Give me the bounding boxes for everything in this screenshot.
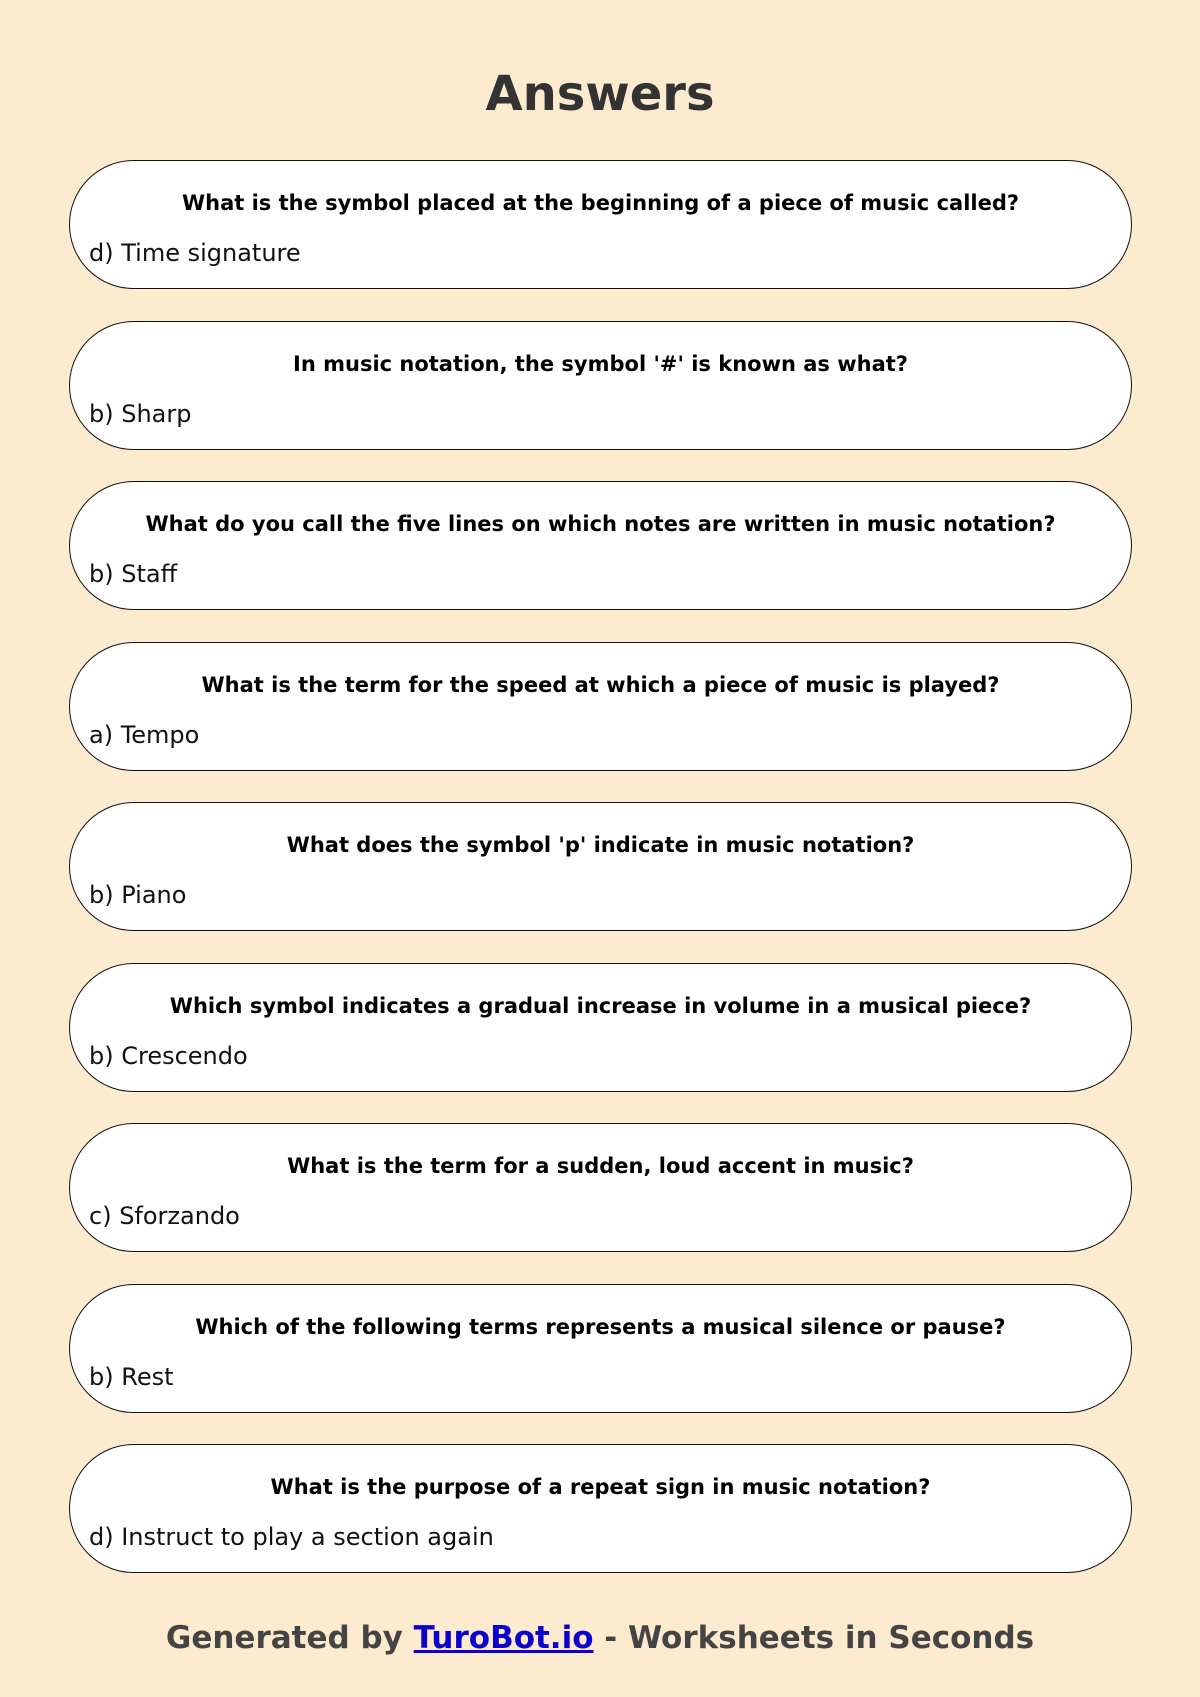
footer — [0, 1620, 1200, 1657]
question-text: What is the term for the speed at which a piece of music is played? — [201, 672, 1000, 697]
answer-text: b) Crescendo — [89, 1041, 248, 1070]
answer-text: a) Tempo — [89, 720, 200, 749]
answer-card — [69, 802, 1132, 931]
question-text: What is the purpose of a repeat sign in music notation? — [270, 1475, 931, 1499]
answer-text: c) Sforzando — [89, 1202, 240, 1230]
question-text: Which of the following terms represents a musical silence or pause? — [195, 1314, 1006, 1339]
answer-card — [69, 1284, 1132, 1413]
answer-card — [69, 1123, 1132, 1252]
question-text: What do you call the five lines on which notes are written in music notation? — [145, 512, 1056, 536]
answer-card — [69, 963, 1132, 1092]
answer-text: b) Sharp — [89, 399, 192, 428]
answer-list — [69, 160, 1132, 1605]
footer-suffix: - Worksheets in Seconds — [593, 1620, 1035, 1656]
turobot-link[interactable]: TuroBot.io — [413, 1620, 594, 1656]
question-text: What is the term for a sudden, loud accent in music? — [287, 1154, 914, 1178]
page-title: Answers — [485, 66, 715, 122]
answer-card — [69, 481, 1132, 610]
answer-card — [69, 321, 1132, 450]
answer-text: d) Instruct to play a section again — [89, 1523, 494, 1551]
question-text: What does the symbol 'p' indicate in music notation? — [286, 833, 915, 857]
answer-text: b) Rest — [89, 1362, 174, 1391]
answer-text: d) Time signature — [89, 239, 301, 267]
footer-prefix: Generated by — [165, 1620, 414, 1656]
answer-text: b) Staff — [89, 560, 178, 588]
question-text: In music notation, the symbol '#' is known as what? — [293, 351, 908, 376]
answer-card — [69, 1444, 1132, 1573]
question-text: What is the symbol placed at the beginning of a piece of music called? — [181, 191, 1020, 215]
answer-card — [69, 642, 1132, 771]
answer-card — [69, 160, 1132, 289]
question-text: Which symbol indicates a gradual increase in volume in a musical piece? — [169, 993, 1032, 1018]
answer-text: b) Piano — [89, 881, 187, 909]
